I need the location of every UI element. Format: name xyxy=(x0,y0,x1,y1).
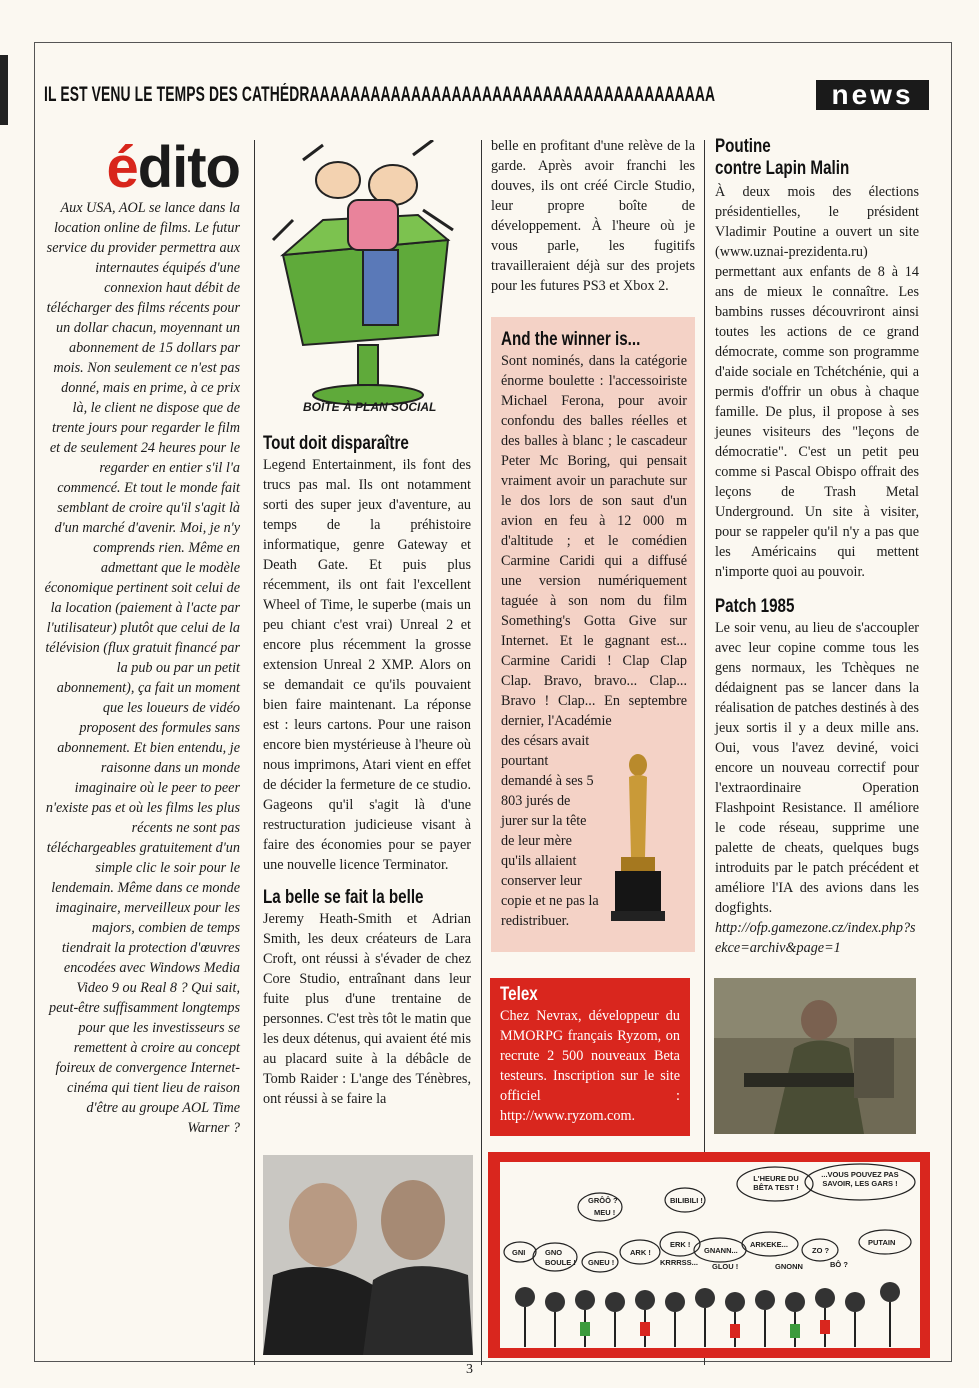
bubble-text: L'HEURE DU BÊTA TEST ! xyxy=(753,1174,799,1192)
article-body-winner-narrow: des césars avait pourtant demandé à ses 5 803 jurés de jurer sur la tête de leur mère qu'ils allaient conserver leur copie et ne pas la redistribuer. xyxy=(501,733,599,929)
article-body-tout-doit: Legend Entertainment, ils font des trucs pas mal. Ils ont notamment sorti des super jeux d'aventure, au temps de la préhistoire informatique, genre Gateway et Death Gate. Et puis plus récemment, ils ont fait l'excellent Wheel of Time, le superbe (mais un peu chiant c'est vrai) Unreal 2 et encore plus récemment la grosse extension Unreal 2 XMP. Alors on se demandait ce qu'ils pouvaient bien faire maintenant. La réponse est : leurs cartons. Pour une raison encore bien mystérieuse à l'heure où nous imprimons, Atari vient en effet de décider la fermeture de ce studio. Gageons qu'il s'agit là d'une restructuration judicieuse visant à faire des économies pour se payer une nouvelle licence Terminator. xyxy=(263,457,471,873)
edito-column xyxy=(44,135,240,1142)
cartoon-bubble-layer xyxy=(500,1162,920,1348)
article-title-patch: Patch 1985 xyxy=(715,596,795,617)
bubble-text: ...VOUS POUVEZ PAS SAVOIR, LES GARS ! xyxy=(821,1170,899,1188)
bubble-text: GNONN xyxy=(775,1262,803,1271)
bubble-text: MEU ! xyxy=(594,1208,616,1217)
bubble-text: KRRRSS... xyxy=(660,1258,698,1267)
bubble-text: PUTAIN xyxy=(868,1238,896,1247)
column-3 xyxy=(491,136,695,296)
bubble-text: BILIBILI ! xyxy=(670,1196,703,1205)
bubble-text: GNEU ! xyxy=(588,1258,615,1267)
cartoon-beta-test xyxy=(488,1152,930,1358)
edito-title: édito xyxy=(106,135,240,200)
column-4 xyxy=(715,136,919,958)
article-body-patch: Le soir venu, au lieu de s'accoupler avec leur copine comme tous les gens normaux, les Tchèques ne dédaignent pas se lancer dans la réalisation de patches destinés à des jeux sortis il y a deux mille ans. Oui, vous l'avez deviné, voici encore un nouveau correctif pour l'extraordinaire Operation Flashpoint Resistance. Il améliore le code réseau, supprime une palette de cheats, quelques bugs introduits par le patch précédent et améliore l'IA des avions dans les dogfights. xyxy=(715,620,919,916)
bubble-text: ERK ! xyxy=(670,1240,691,1249)
banner-title: IL EST VENU LE TEMPS DES CATHÉDRAAAAAAAAAAAAAAAAAAAAAAAAAAAAAAAAAAAAAAAA xyxy=(44,83,716,106)
column-divider xyxy=(481,140,482,1365)
bubble-text: GNI xyxy=(512,1248,526,1257)
article-body-winner: Sont nominés, dans la catégorie énorme boulette : l'accessoiriste Michael Ferona, pour avoir confondu des balles réelles et des balles à blanc ; le cascadeur Peter Mc Boring, qui pensait vraiment avoir un parachute sur le dos lors de son saut d'un avion en feu à 12 000 m d'altitude ; et le comédien Carmine Caridi qui a diffusé une version numériquement taguée à son nom du film Something's Gotta Give sur Internet. Et le gagnant est... Carmine Caridi ! Clap Clap Clap. Bravo, bravo... Clap... Bravo ! Clap... En septembre dernier, l'Académie xyxy=(501,353,687,729)
bubble-text: GLOU ! xyxy=(712,1262,739,1271)
bubble-text: GNANN... xyxy=(704,1246,738,1255)
column-divider xyxy=(254,140,255,1365)
winner-box xyxy=(491,317,695,952)
article-title-poutine-1: Poutine xyxy=(715,136,771,157)
cartoon-panel xyxy=(500,1162,920,1348)
cartoon-caption: BOÎTE À PLAN SOCIAL xyxy=(303,400,437,414)
bubble-text: BOULE ! xyxy=(545,1258,576,1267)
patch-url-link[interactable]: http://ofp.gamezone.cz/index.php?sekce=archiv&page=1 xyxy=(715,920,916,956)
bubble-text: ZO ? xyxy=(812,1246,830,1255)
bubble-text: BÔ ? xyxy=(830,1260,848,1269)
bubble-text: ARK ! xyxy=(630,1248,651,1257)
cartoon-boite-plan-social xyxy=(263,140,471,425)
bubble-text: GNO xyxy=(545,1248,563,1257)
oscar-statuette-image xyxy=(603,747,673,927)
section-label: news xyxy=(816,80,929,110)
page-number: 3 xyxy=(466,1362,473,1377)
bubble-text: ARKEKE... xyxy=(750,1240,788,1249)
photo-heath-smith-smith xyxy=(263,1155,473,1355)
section-banner xyxy=(44,80,929,110)
article-title-poutine-2: contre Lapin Malin xyxy=(715,158,850,179)
bubble-text: GRÔÔ ? xyxy=(588,1196,618,1205)
cartoon-drawing xyxy=(263,140,471,425)
page-edge-mark xyxy=(0,55,8,125)
photo-operation-flashpoint xyxy=(714,978,916,1134)
article-title-winner: And the winner is... xyxy=(501,329,641,350)
photo-image xyxy=(263,1155,473,1355)
article-body-belle: Jeremy Heath-Smith et Adrian Smith, les deux créateurs de Lara Croft, ont réussi à s'évader de chez Core Studio, entraînant dans leur fuite plus d'une trentaine de personnes. C'est très tôt le matin que les deux détenus, qui avaient été mis au placard suite à la débâcle de Tomb Raider : L'ange des Ténèbres, ont réussi à se faire la xyxy=(263,911,471,1107)
telex-title: Telex xyxy=(500,984,538,1005)
game-screenshot-image xyxy=(714,978,916,1134)
telex-box xyxy=(490,978,690,1136)
article-title-belle: La belle se fait la belle xyxy=(263,887,424,908)
article-body-poutine: À deux mois des élections présidentielles, le président Vladimir Poutine a ouvert un site (www.uznai-prezidenta.ru) permettant aux enfants de 8 à 14 ans de mieux le connaître. Les bambins russes découvriront ainsi toutes les actions de ce grand démocrate, comme son programme d'aide sociale en Tchétchénie, qui a permis d'offrir un obus à chaque famille. De plus, il propose à ses jeunes visiteurs des "leçons de démocratie". C'est un petit peu comme si Pascal Obispo offrait des leçons de Trash Metal Underground. Un site à visiter, pour se rappeler qu'il n'y a pas que les Américains qui mettent n'importe quoi au pouvoir. xyxy=(715,184,919,580)
edito-body: Aux USA, AOL se lance dans la location online de films. Le futur service du provider permettra aux internautes équipés d'une connexion haut débit de télécharger des films récents pour un dollar chacun, moyennant un abonnement de 15 dollars par mois. Non seulement ce n'est pas donné, mais en prime, à ce prix là, le client ne dispose que de trente jours pour regarder le film et de seulement 24 heures pour le regarder en entier s'il l'a commencé. Et tout le monde fait semblant de croire qu'il s'agit là d'un marché d'avenir. Moi, je n'y comprends rien. Même en admettant que le modèle économique pertinent soit celui de la location (paiement à l'acte par l'utilisateur) plutôt que celui de la télévision (flux gratuit financé par la pub ou par un petit abonnement), ça fait un moment que les loueurs de vidéo proposent des formules sans abonnement. Et bien entendu, je raisonne dans un monde imaginaire où le peer to peer n'existe pas et où les films les plus récents ne sont pas téléchargeables gratuitement d'un simple clic le soir pour le lendemain. Même dans ce monde imaginaire, merveilleux pour les majors, combien de temps tiendrait la protection d'œuvres encodées avec Windows Media Video 9 ou Real 8 ? Qui sait, peut-être suffisamment longtemps pour que les investisseurs se remettent à croire au concept foireux de convergence Internet-cinéma qui tient lieu de raison d'être au groupe AOL Time Warner ? xyxy=(44,200,240,1136)
article-body-belle-cont: belle en profitant d'une relève de la garde. Après avoir franchi les douves, ils ont créé Circle Studio, leur propre boîte de développement. À l'heure où je vous parle, les fugitifs travailleraient déjà sur des projets pour les futures PS3 et Xbox 2. xyxy=(491,138,695,294)
telex-body: Chez Nevrax, développeur du MMORPG français Ryzom, on recrute 2 500 nouveaux Beta testeurs. Inscription sur le site officiel : http://www.ryzom.com. xyxy=(500,1008,680,1124)
article-title-tout-doit: Tout doit disparaître xyxy=(263,433,409,454)
